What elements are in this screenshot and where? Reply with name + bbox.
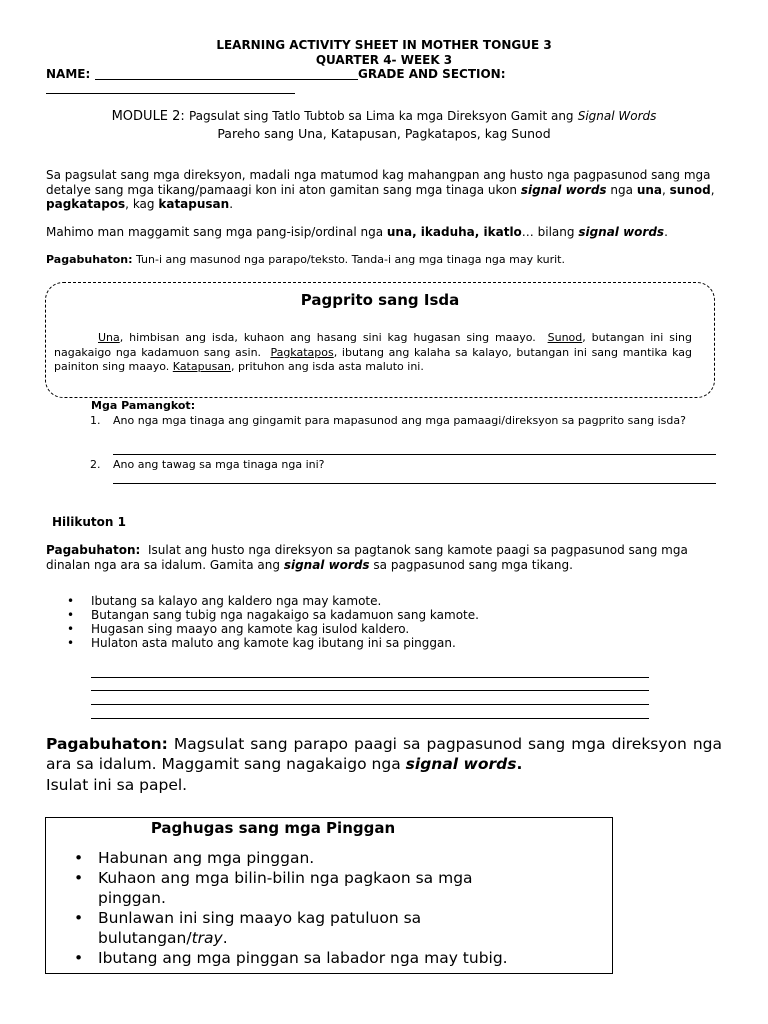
intro-text: … bilang	[521, 225, 575, 239]
bullet-icon: •	[74, 949, 84, 967]
intro-ordinals: una, ikaduha, ikatlo	[386, 225, 522, 239]
reading-text: , ibutang ang kalaha sa kalayo, butangan ini sang mantika kag painiton sing maayo.	[54, 345, 692, 373]
reading-paragraph	[54, 331, 692, 375]
question-1-text: Ano nga mga tinaga ang gingamit para mapasunod ang mga pamaagi/direksyon sa pagprito sang isda?	[113, 414, 686, 427]
reading-text: , butangan ini sing nagakaigo nga kadamuon sang asin.	[54, 331, 692, 359]
step-text: .	[222, 929, 228, 947]
answer-line-2[interactable]	[113, 483, 716, 484]
list-item	[74, 908, 528, 948]
reading-title: Pagprito sang Isda	[300, 291, 460, 309]
intro-paragraph-1: Sa pagsulat sang mga direksyon, madali nga matumod kag mahangpan ang husto nga pagpasunod sang mga detalye sang mga tikang/pamaagi kon ini aton gamitan sang mga tinaga ukon signal words nga una, sunod, pagkatapos, kag katapusan.	[46, 168, 715, 211]
intro-instruction	[46, 253, 722, 266]
worksheet-title: LEARNING ACTIVITY SHEET IN MOTHER TONGUE 3	[216, 38, 552, 52]
list-item	[67, 608, 691, 622]
bullet-icon: •	[74, 909, 84, 927]
instruction-signal-words: signal words	[283, 557, 370, 572]
intro-text: Sa pagsulat sang mga direksyon, madali nga matumod kag mahangpan ang husto nga pagpasunod sang mga detalye sang mga tikang/pamaagi kon ini aton gamitan sang mga tinaga ukon	[46, 168, 711, 197]
intro-word-una: una	[636, 182, 662, 197]
questions-label: Mga Pamangkot:	[91, 399, 196, 412]
question-number: 1.	[90, 414, 101, 427]
activity2-instruction	[46, 734, 722, 774]
step-text: Bunlawan ini sing maayo kag patuluon sa bulutangan/	[98, 909, 422, 947]
answer-line-1[interactable]	[113, 454, 716, 455]
reading-word-katapusan: Katapusan	[172, 360, 232, 373]
step-text: Butangan sang tubig nga nagakaigo sa kadamuon sang kamote.	[91, 608, 479, 622]
dishwashing-steps-list	[74, 848, 528, 968]
intro-text: nga	[610, 182, 633, 197]
intro-signal-words: signal words	[578, 225, 665, 239]
instruction-signal-words: signal words	[405, 755, 517, 773]
intro-text: Mahimo man maggamit sang mga pang-isip/ordinal nga	[46, 225, 384, 239]
answer-line[interactable]	[91, 704, 649, 705]
bullet-icon: •	[67, 608, 75, 622]
instruction-label: Pagabuhaton:	[46, 543, 141, 557]
bullet-icon: •	[74, 849, 84, 867]
bullet-icon: •	[67, 622, 75, 636]
question-2-text: Ano ang tawag sa mga tinaga nga ini?	[113, 458, 325, 471]
instruction-label: Pagabuhaton:	[46, 253, 133, 266]
instruction-text: .	[516, 755, 523, 773]
list-item	[74, 848, 528, 868]
bullet-icon: •	[74, 869, 84, 887]
answer-line[interactable]	[91, 718, 649, 719]
intro-paragraph-2: Mahimo man maggamit sang mga pang-isip/ordinal nga una, ikaduha, ikatlo… bilang signal words.	[46, 225, 668, 239]
instruction-text: Isulat ang husto nga direksyon sa pagtanok sang kamote paagi sa pagpasunod sang mga dinalan nga ara sa idalum. Gamita ang	[46, 543, 688, 572]
grade-section-field-line[interactable]	[46, 93, 295, 94]
step-text: Ibutang ang mga pinggan sa labador nga may tubig.	[98, 949, 508, 967]
instruction-label: Pagabuhaton:	[46, 735, 168, 753]
intro-text: kag	[132, 197, 155, 211]
instruction-text: sa pagpasunod sang mga tikang.	[373, 557, 573, 572]
list-item	[74, 948, 528, 968]
module-prefix: MODULE 2:	[111, 109, 185, 124]
question-number: 2.	[90, 458, 101, 471]
answer-line[interactable]	[91, 690, 649, 691]
reading-text: , prituhon ang isda asta maluto ini.	[231, 360, 424, 373]
module-title	[0, 108, 768, 125]
reading-word-pagkatapos: Pagkatapos	[270, 345, 334, 359]
step-text: Habunan ang mga pinggan.	[98, 849, 315, 867]
tray-word: tray	[191, 929, 223, 947]
list-item	[67, 594, 691, 608]
intro-signal-words: signal words	[520, 182, 607, 197]
list-item	[67, 622, 691, 636]
instruction-text: Tun-i ang masunod nga parapo/teksto. Tanda-i ang mga tinaga nga may kurit.	[136, 253, 565, 266]
activity1-instruction	[46, 543, 722, 572]
list-item	[67, 636, 691, 650]
name-field-line[interactable]	[95, 79, 358, 80]
bullet-icon: •	[67, 594, 75, 608]
activity2-instruction-end: Isulat ini sa papel.	[46, 776, 188, 794]
bullet-icon: •	[67, 636, 75, 650]
reading-text: , himbisan ang isda, kuhaon ang hasang sini kag hugasan sing maayo.	[119, 331, 536, 344]
intro-word-katapusan: katapusan	[158, 197, 230, 211]
reading-word-sunod: Sunod	[547, 331, 583, 344]
answer-line[interactable]	[91, 677, 649, 678]
reading-word-una: Una	[98, 331, 120, 344]
grade-section-label: GRADE AND SECTION:	[358, 67, 506, 81]
step-text: Hulaton asta maluto ang kamote kag ibutang ini sa pinggan.	[91, 636, 456, 650]
module-title-text: Pagsulat sing Tatlo Tubtob sa Lima ka mga Direksyon Gamit ang	[188, 109, 574, 123]
activity-heading: Hilikuton 1	[52, 515, 126, 529]
instruction-text: Magsulat sang parapo paagi sa pagpasunod sang mga direksyon nga ara sa idalum. Maggamit sang nagakaigo nga	[46, 735, 722, 773]
intro-word-sunod: sunod	[669, 182, 711, 197]
module-subtitle: Pareho sang Una, Katapusan, Pagkatapos, kag Sunod	[217, 126, 551, 141]
step-text: Hugasan sing maayo ang kamote kag isulod kaldero.	[91, 622, 410, 636]
activity1-steps-list	[67, 594, 691, 650]
name-label: NAME:	[46, 67, 91, 81]
intro-word-pagkatapos: pagkatapos	[46, 197, 126, 211]
module-signal-words: Signal Words	[577, 109, 657, 123]
step-text: Ibutang sa kalayo ang kaldero nga may kamote.	[91, 594, 382, 608]
quarter-week: QUARTER 4- WEEK 3	[315, 53, 453, 67]
list-item	[74, 868, 528, 908]
step-text: Kuhaon ang mga bilin-bilin nga pagkaon sa mga pinggan.	[98, 869, 473, 907]
dishwashing-title: Paghugas sang mga Pinggan	[150, 819, 396, 837]
